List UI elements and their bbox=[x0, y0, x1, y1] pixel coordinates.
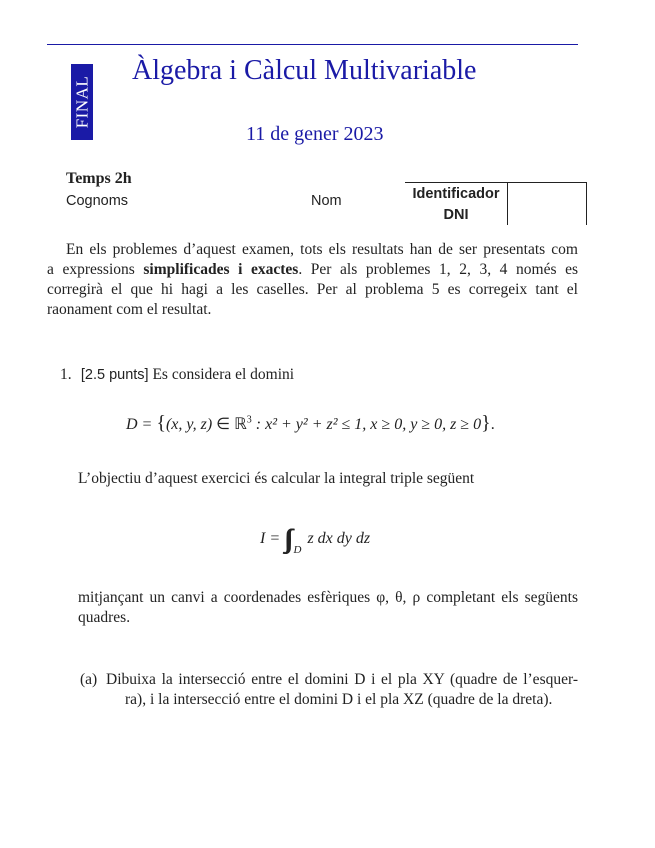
method-line-2: quadres. bbox=[78, 609, 131, 626]
domain-exponent: 3 bbox=[246, 414, 252, 426]
part-a bbox=[80, 670, 578, 710]
instructions-emphasis: simplificades i exactes bbox=[143, 261, 299, 278]
identifier-label: Identificador bbox=[405, 183, 508, 205]
name-label: Nom bbox=[311, 193, 342, 209]
integral-domain: D bbox=[293, 544, 302, 556]
exam-date: 11 de gener 2023 bbox=[246, 123, 384, 145]
method-text bbox=[78, 588, 578, 628]
instructions-line-2-post: . Per als problemes 1, 2, 3, 4 només es bbox=[298, 261, 578, 278]
instructions-line-4: raonament com el resultat. bbox=[47, 301, 212, 318]
problem-1-heading bbox=[60, 366, 294, 384]
final-badge-label: FINAL bbox=[72, 75, 91, 129]
triple-integral-symbol: ∫∫∫ bbox=[284, 524, 288, 553]
domain-lhs: D = bbox=[126, 416, 157, 433]
domain-formula bbox=[126, 412, 495, 435]
right-brace: } bbox=[481, 412, 491, 434]
dni-label: DNI bbox=[405, 204, 508, 225]
domain-tuple: (x, y, z) bbox=[165, 416, 213, 433]
exam-duration: Temps 2h bbox=[66, 170, 132, 187]
domain-set: ∈ ℝ bbox=[216, 416, 247, 433]
instructions-line-2-pre: a expressions bbox=[47, 261, 135, 278]
problem-points: [2.5 punts] bbox=[80, 367, 149, 383]
part-a-line-2: ra), i la intersecció entre el domini D i el pla XZ (quadre de la dreta). bbox=[125, 691, 553, 708]
instructions-line-1: En els problemes d’aquest examen, tots els resultats han de ser presentats com bbox=[66, 241, 578, 258]
exam-title: Àlgebra i Càlcul Multivariable bbox=[132, 55, 477, 86]
method-line-1: mitjançant un canvi a coordenades esfèriques φ, θ, ρ completant els següents bbox=[78, 589, 578, 606]
problem-intro: Es considera el domini bbox=[152, 366, 295, 383]
instructions-paragraph bbox=[47, 240, 578, 320]
identifier-table bbox=[405, 182, 587, 225]
integral-formula bbox=[260, 524, 370, 556]
final-badge bbox=[71, 64, 93, 140]
integrand: z dx dy dz bbox=[307, 530, 371, 547]
dni-field[interactable] bbox=[508, 204, 587, 225]
surname-label: Cognoms bbox=[66, 193, 129, 209]
integral-lhs: I = bbox=[260, 530, 285, 547]
header-rule bbox=[47, 44, 578, 45]
objective-text: L’objectiu d’aquest exercici és calcular la integral triple següent bbox=[78, 470, 475, 487]
domain-conditions: : x² + y² + z² ≤ 1, x ≥ 0, y ≥ 0, z ≥ 0 bbox=[255, 416, 482, 433]
domain-end: . bbox=[490, 416, 495, 433]
part-a-label: (a) bbox=[80, 671, 98, 688]
instructions-line-2 bbox=[47, 260, 578, 280]
identifier-field[interactable] bbox=[508, 183, 587, 205]
problem-number: 1. bbox=[60, 366, 72, 383]
part-a-line-1: Dibuixa la intersecció entre el domini D i el pla XY (quadre de l’esquer- bbox=[106, 671, 578, 688]
left-brace: { bbox=[156, 412, 166, 434]
instructions-line-3: corregirà el que hi hagi a les caselles. Per al problema 5 es corregeix tant el bbox=[47, 281, 578, 298]
